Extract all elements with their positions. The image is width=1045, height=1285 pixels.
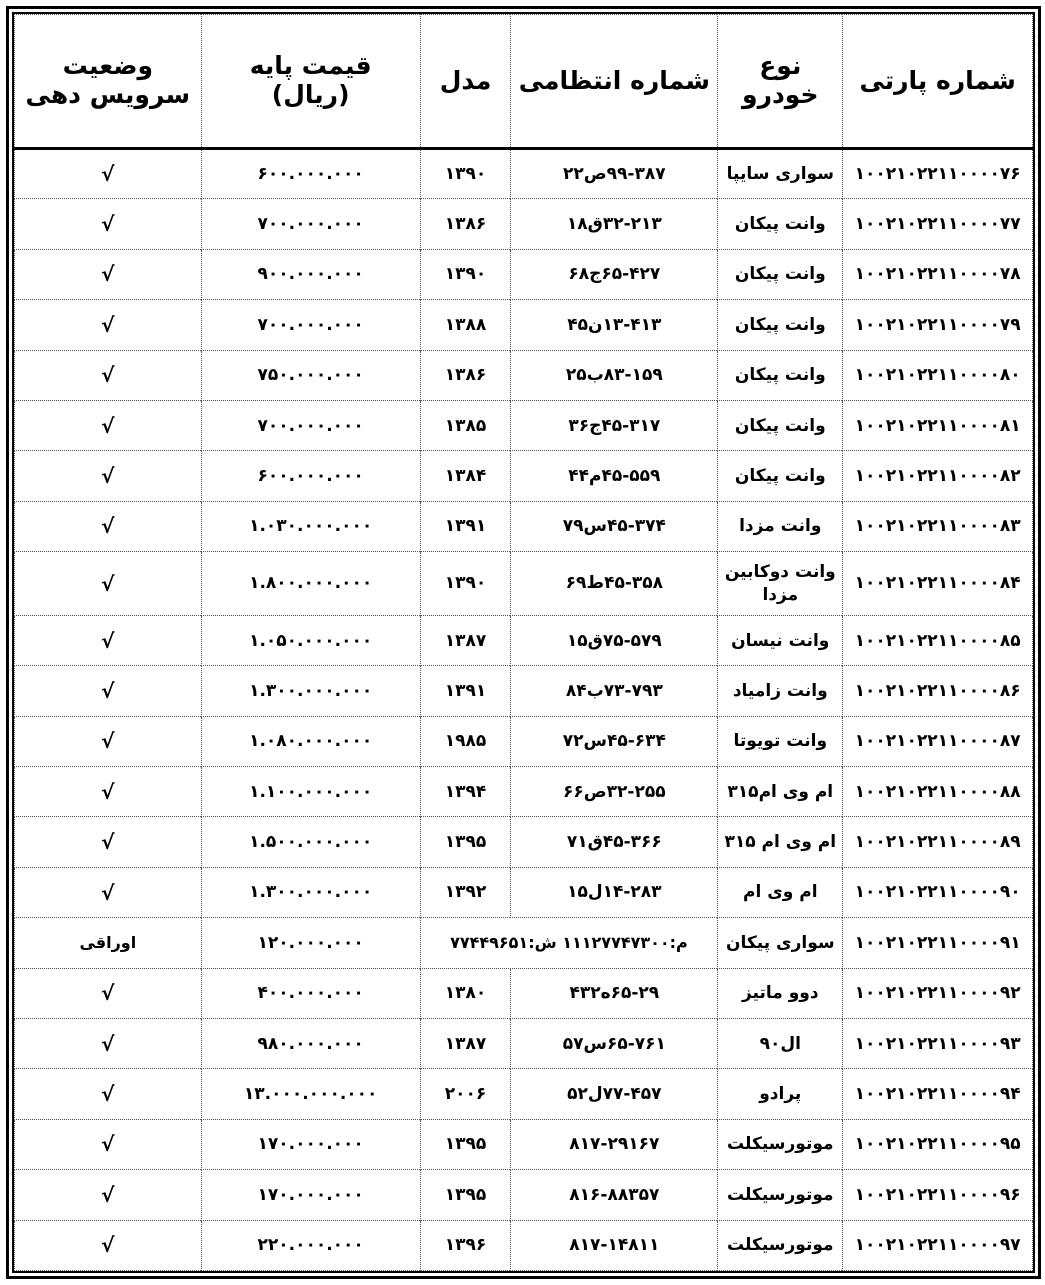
cell-model: ۲۰۰۶ bbox=[420, 1069, 511, 1119]
table-row bbox=[15, 716, 1033, 766]
cell-plate-no: ۷۷-۴۵۷ل۵۲ bbox=[511, 1069, 718, 1119]
table-row bbox=[15, 249, 1033, 299]
cell-plate-no: ۴۵-۳۱۷ج۳۶ bbox=[511, 400, 718, 450]
cell-plate-no: ۶۵-۴۲۷ج۶۸ bbox=[511, 249, 718, 299]
cell-base-price: ۷۵۰.۰۰۰.۰۰۰ bbox=[201, 350, 420, 400]
cell-vehicle-type: وانت مزدا bbox=[718, 501, 843, 551]
table-row bbox=[15, 867, 1033, 917]
cell-service-status: √ bbox=[15, 1119, 202, 1169]
cell-model: ۱۳۹۵ bbox=[420, 1119, 511, 1169]
cell-batch-no: ۱۰۰۲۱۰۲۲۱۱۰۰۰۰۸۱ bbox=[843, 400, 1033, 450]
cell-model: ۱۳۸۵ bbox=[420, 400, 511, 450]
cell-base-price: ۱.۰۵۰.۰۰۰.۰۰۰ bbox=[201, 615, 420, 665]
cell-vehicle-type: وانت دوکابین مزدا bbox=[718, 552, 843, 616]
header-base-price: قیمت پایه (ریال) bbox=[201, 15, 420, 149]
cell-service-status: √ bbox=[15, 615, 202, 665]
table-row bbox=[15, 968, 1033, 1018]
cell-vehicle-type: موتورسیکلت bbox=[718, 1220, 843, 1270]
cell-service-status: √ bbox=[15, 501, 202, 551]
cell-plate-no: ۴۵-۶۳۴س۷۲ bbox=[511, 716, 718, 766]
cell-plate-no: ۸۳-۱۵۹ب۲۵ bbox=[511, 350, 718, 400]
cell-vehicle-type: موتورسیکلت bbox=[718, 1170, 843, 1220]
cell-plate-no: ۱۴-۲۸۳ل۱۵ bbox=[511, 867, 718, 917]
document-frame bbox=[6, 6, 1041, 1279]
table-border bbox=[12, 12, 1035, 1273]
cell-vehicle-type: ام وی ام bbox=[718, 867, 843, 917]
cell-vehicle-type: موتورسیکلت bbox=[718, 1119, 843, 1169]
cell-base-price: ۱.۳۰۰.۰۰۰.۰۰۰ bbox=[201, 666, 420, 716]
table-row bbox=[15, 1019, 1033, 1069]
cell-service-status: √ bbox=[15, 716, 202, 766]
table-row bbox=[15, 501, 1033, 551]
cell-plate-no: ۷۳-۷۹۳ب۸۴ bbox=[511, 666, 718, 716]
table-row bbox=[15, 666, 1033, 716]
cell-service-status: √ bbox=[15, 767, 202, 817]
table-row bbox=[15, 350, 1033, 400]
table-row bbox=[15, 300, 1033, 350]
cell-model: ۱۳۸۰ bbox=[420, 968, 511, 1018]
cell-batch-no: ۱۰۰۲۱۰۲۲۱۱۰۰۰۰۸۷ bbox=[843, 716, 1033, 766]
cell-plate-no: ۸۱۷-۱۴۸۱۱ bbox=[511, 1220, 718, 1270]
cell-batch-no: ۱۰۰۲۱۰۲۲۱۱۰۰۰۰۹۳ bbox=[843, 1019, 1033, 1069]
cell-service-status: √ bbox=[15, 817, 202, 867]
cell-base-price: ۱.۰۳۰.۰۰۰.۰۰۰ bbox=[201, 501, 420, 551]
cell-vehicle-type: ام وی ام ۳۱۵ bbox=[718, 817, 843, 867]
cell-model: ۱۳۹۰ bbox=[420, 552, 511, 616]
cell-service-status: اوراقی bbox=[15, 918, 202, 968]
table-row bbox=[15, 817, 1033, 867]
header-service-status: وضعیت سرویس دهی bbox=[15, 15, 202, 149]
cell-service-status: √ bbox=[15, 552, 202, 616]
cell-model: ۱۳۹۵ bbox=[420, 817, 511, 867]
cell-batch-no: ۱۰۰۲۱۰۲۲۱۱۰۰۰۰۹۴ bbox=[843, 1069, 1033, 1119]
cell-model: ۱۳۸۷ bbox=[420, 1019, 511, 1069]
table-row bbox=[15, 1069, 1033, 1119]
cell-plate-no: ۷۵-۵۷۹ق۱۵ bbox=[511, 615, 718, 665]
cell-base-price: ۱۷۰.۰۰۰.۰۰۰ bbox=[201, 1170, 420, 1220]
cell-plate-no: ۳۲-۲۱۳ق۱۸ bbox=[511, 199, 718, 249]
cell-service-status: √ bbox=[15, 451, 202, 501]
cell-model: ۱۳۹۴ bbox=[420, 767, 511, 817]
cell-model: ۱۳۹۱ bbox=[420, 501, 511, 551]
cell-base-price: ۴۰۰.۰۰۰.۰۰۰ bbox=[201, 968, 420, 1018]
cell-service-status: √ bbox=[15, 666, 202, 716]
cell-base-price: ۷۰۰.۰۰۰.۰۰۰ bbox=[201, 300, 420, 350]
cell-base-price: ۶۰۰.۰۰۰.۰۰۰ bbox=[201, 451, 420, 501]
cell-base-price: ۱۲۰.۰۰۰.۰۰۰ bbox=[201, 918, 420, 968]
cell-model: ۱۹۸۵ bbox=[420, 716, 511, 766]
cell-service-status: √ bbox=[15, 1220, 202, 1270]
cell-batch-no: ۱۰۰۲۱۰۲۲۱۱۰۰۰۰۸۰ bbox=[843, 350, 1033, 400]
cell-batch-no: ۱۰۰۲۱۰۲۲۱۱۰۰۰۰۸۹ bbox=[843, 817, 1033, 867]
table-row bbox=[15, 1170, 1033, 1220]
cell-service-status: √ bbox=[15, 1069, 202, 1119]
cell-vehicle-type: ام وی ام۳۱۵ bbox=[718, 767, 843, 817]
cell-base-price: ۲۲۰.۰۰۰.۰۰۰ bbox=[201, 1220, 420, 1270]
cell-base-price: ۱.۵۰۰.۰۰۰.۰۰۰ bbox=[201, 817, 420, 867]
header-batch-no: شماره پارتی bbox=[843, 15, 1033, 149]
cell-batch-no: ۱۰۰۲۱۰۲۲۱۱۰۰۰۰۸۴ bbox=[843, 552, 1033, 616]
cell-model: ۱۳۸۸ bbox=[420, 300, 511, 350]
table-body bbox=[15, 149, 1033, 1271]
header-row bbox=[15, 15, 1033, 149]
cell-base-price: ۱.۰۸۰.۰۰۰.۰۰۰ bbox=[201, 716, 420, 766]
table-row bbox=[15, 767, 1033, 817]
cell-service-status: √ bbox=[15, 149, 202, 199]
table-row bbox=[15, 1119, 1033, 1169]
cell-service-status: √ bbox=[15, 400, 202, 450]
cell-base-price: ۷۰۰.۰۰۰.۰۰۰ bbox=[201, 400, 420, 450]
cell-batch-no: ۱۰۰۲۱۰۲۲۱۱۰۰۰۰۸۵ bbox=[843, 615, 1033, 665]
cell-base-price: ۱.۸۰۰.۰۰۰.۰۰۰ bbox=[201, 552, 420, 616]
cell-batch-no: ۱۰۰۲۱۰۲۲۱۱۰۰۰۰۷۷ bbox=[843, 199, 1033, 249]
cell-model: ۱۳۹۰ bbox=[420, 249, 511, 299]
table-row bbox=[15, 918, 1033, 968]
cell-batch-no: ۱۰۰۲۱۰۲۲۱۱۰۰۰۰۹۰ bbox=[843, 867, 1033, 917]
cell-plate-no: ۴۵-۳۶۶ق۷۱ bbox=[511, 817, 718, 867]
cell-plate-no: ۶۵-۲۹ه۴۳۲ bbox=[511, 968, 718, 1018]
cell-base-price: ۶۰۰.۰۰۰.۰۰۰ bbox=[201, 149, 420, 199]
cell-base-price: ۹۸۰.۰۰۰.۰۰۰ bbox=[201, 1019, 420, 1069]
cell-batch-no: ۱۰۰۲۱۰۲۲۱۱۰۰۰۰۷۹ bbox=[843, 300, 1033, 350]
header-plate-no: شماره انتظامی bbox=[511, 15, 718, 149]
cell-vehicle-type: وانت تویوتا bbox=[718, 716, 843, 766]
cell-plate-no: ۸۱۶-۸۸۳۵۷ bbox=[511, 1170, 718, 1220]
cell-plate-model-merged: م:۱۱۱۲۷۷۴۷۳۰۰ ش:۷۷۴۴۹۶۵۱ bbox=[420, 918, 718, 968]
cell-vehicle-type: وانت زامیاد bbox=[718, 666, 843, 716]
cell-vehicle-type: سواری پیکان bbox=[718, 918, 843, 968]
cell-model: ۱۳۹۶ bbox=[420, 1220, 511, 1270]
cell-service-status: √ bbox=[15, 867, 202, 917]
table-row bbox=[15, 1220, 1033, 1270]
cell-model: ۱۳۹۵ bbox=[420, 1170, 511, 1220]
table-row bbox=[15, 451, 1033, 501]
cell-base-price: ۹۰۰.۰۰۰.۰۰۰ bbox=[201, 249, 420, 299]
cell-service-status: √ bbox=[15, 199, 202, 249]
cell-batch-no: ۱۰۰۲۱۰۲۲۱۱۰۰۰۰۹۱ bbox=[843, 918, 1033, 968]
cell-plate-no: ۴۵-۳۵۸ط۶۹ bbox=[511, 552, 718, 616]
cell-batch-no: ۱۰۰۲۱۰۲۲۱۱۰۰۰۰۸۲ bbox=[843, 451, 1033, 501]
cell-base-price: ۱.۳۰۰.۰۰۰.۰۰۰ bbox=[201, 867, 420, 917]
table-row bbox=[15, 615, 1033, 665]
cell-batch-no: ۱۰۰۲۱۰۲۲۱۱۰۰۰۰۸۳ bbox=[843, 501, 1033, 551]
cell-base-price: ۷۰۰.۰۰۰.۰۰۰ bbox=[201, 199, 420, 249]
cell-model: ۱۳۸۷ bbox=[420, 615, 511, 665]
cell-batch-no: ۱۰۰۲۱۰۲۲۱۱۰۰۰۰۷۸ bbox=[843, 249, 1033, 299]
cell-model: ۱۳۹۱ bbox=[420, 666, 511, 716]
cell-batch-no: ۱۰۰۲۱۰۲۲۱۱۰۰۰۰۹۵ bbox=[843, 1119, 1033, 1169]
cell-model: ۱۳۸۶ bbox=[420, 350, 511, 400]
cell-base-price: ۱.۱۰۰.۰۰۰.۰۰۰ bbox=[201, 767, 420, 817]
cell-service-status: √ bbox=[15, 1019, 202, 1069]
cell-model: ۱۳۸۴ bbox=[420, 451, 511, 501]
vehicle-table bbox=[14, 14, 1033, 1271]
cell-vehicle-type: دوو ماتیز bbox=[718, 968, 843, 1018]
cell-plate-no: ۹۹-۳۸۷ص۲۲ bbox=[511, 149, 718, 199]
cell-plate-no: ۴۵-۵۵۹م۴۴ bbox=[511, 451, 718, 501]
cell-plate-no: ۳۲-۲۵۵ص۶۶ bbox=[511, 767, 718, 817]
cell-batch-no: ۱۰۰۲۱۰۲۲۱۱۰۰۰۰۸۶ bbox=[843, 666, 1033, 716]
cell-model: ۱۳۸۶ bbox=[420, 199, 511, 249]
cell-vehicle-type: پرادو bbox=[718, 1069, 843, 1119]
cell-vehicle-type: وانت پیکان bbox=[718, 350, 843, 400]
cell-service-status: √ bbox=[15, 300, 202, 350]
cell-vehicle-type: وانت پیکان bbox=[718, 400, 843, 450]
header-vehicle-type: نوع خودرو bbox=[718, 15, 843, 149]
cell-batch-no: ۱۰۰۲۱۰۲۲۱۱۰۰۰۰۹۶ bbox=[843, 1170, 1033, 1220]
cell-vehicle-type: وانت پیکان bbox=[718, 249, 843, 299]
cell-model: ۱۳۹۲ bbox=[420, 867, 511, 917]
cell-plate-no: ۸۱۷-۲۹۱۶۷ bbox=[511, 1119, 718, 1169]
cell-plate-no: ۱۳-۴۱۳ن۴۵ bbox=[511, 300, 718, 350]
cell-model: ۱۳۹۰ bbox=[420, 149, 511, 199]
cell-batch-no: ۱۰۰۲۱۰۲۲۱۱۰۰۰۰۹۲ bbox=[843, 968, 1033, 1018]
cell-vehicle-type: سواری سایپا bbox=[718, 149, 843, 199]
cell-service-status: √ bbox=[15, 249, 202, 299]
table-row bbox=[15, 552, 1033, 616]
cell-vehicle-type: وانت پیکان bbox=[718, 300, 843, 350]
header-model: مدل bbox=[420, 15, 511, 149]
table-row bbox=[15, 400, 1033, 450]
cell-base-price: ۱۳.۰۰۰.۰۰۰.۰۰۰ bbox=[201, 1069, 420, 1119]
cell-vehicle-type: وانت پیکان bbox=[718, 199, 843, 249]
table-row bbox=[15, 199, 1033, 249]
cell-vehicle-type: وانت نیسان bbox=[718, 615, 843, 665]
cell-batch-no: ۱۰۰۲۱۰۲۲۱۱۰۰۰۰۷۶ bbox=[843, 149, 1033, 199]
cell-plate-no: ۴۵-۳۷۴س۷۹ bbox=[511, 501, 718, 551]
cell-batch-no: ۱۰۰۲۱۰۲۲۱۱۰۰۰۰۹۷ bbox=[843, 1220, 1033, 1270]
cell-service-status: √ bbox=[15, 1170, 202, 1220]
cell-vehicle-type: ال۹۰ bbox=[718, 1019, 843, 1069]
cell-service-status: √ bbox=[15, 350, 202, 400]
cell-batch-no: ۱۰۰۲۱۰۲۲۱۱۰۰۰۰۸۸ bbox=[843, 767, 1033, 817]
cell-base-price: ۱۷۰.۰۰۰.۰۰۰ bbox=[201, 1119, 420, 1169]
cell-plate-no: ۶۵-۷۶۱س۵۷ bbox=[511, 1019, 718, 1069]
cell-vehicle-type: وانت پیکان bbox=[718, 451, 843, 501]
cell-service-status: √ bbox=[15, 968, 202, 1018]
table-row bbox=[15, 149, 1033, 199]
